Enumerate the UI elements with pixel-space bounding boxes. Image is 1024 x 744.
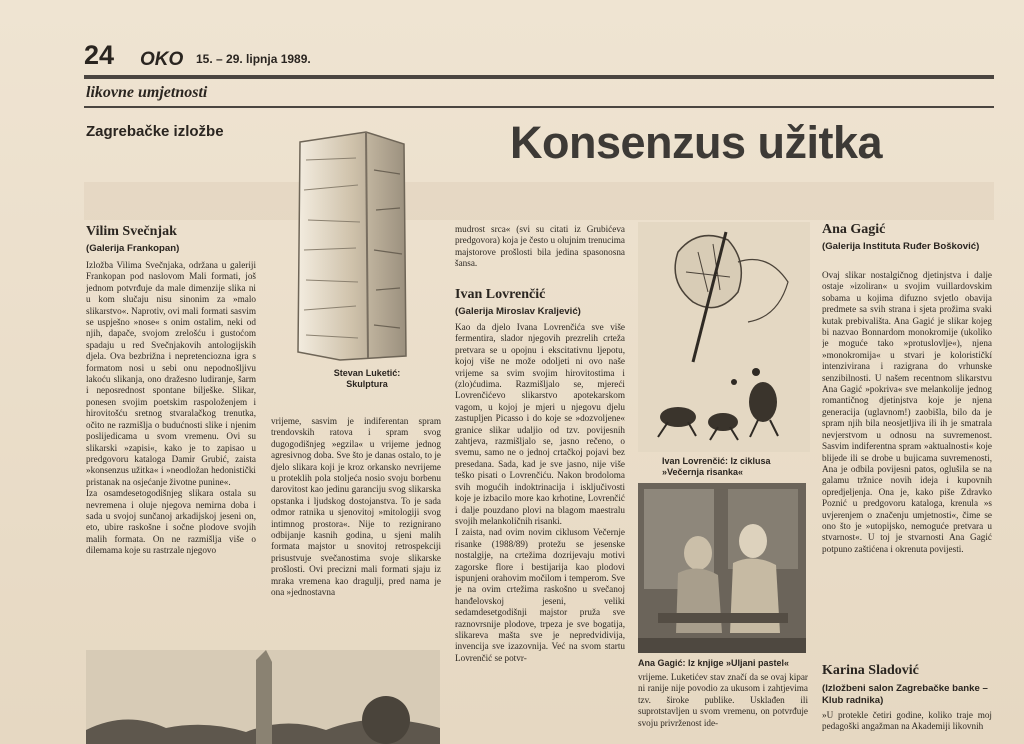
lovrencic-caption: Ivan Lovrenčić: Iz ciklusa »Večernja risanka« (662, 456, 771, 477)
svecnjak-column-3: mudrost srca« (svi su citati iz Grubićeva predgovora) koja je često u olujnim trenucima majstorove prošlosti bila jedina spasonosna šansa. (455, 224, 625, 269)
lovrencic-title: Ivan Lovrenčić (455, 287, 546, 302)
svecnjak-column-2: vrijeme, sasvim je indiferentan spram trendovskih ratova i spram svog dugogodišnjeg »egzila« u vrijeme jednog agresivnog doba. Sve što je danas ostalo, to je djelo slikara koji je kroz orkansko nevrijeme u proteklih pola stoljeća nosio svoju borbenu darovitost kao jedinu garanciju svog slikarska opstanka i ljudskog dostojanstva. To je sada odmor ratnika u sjenovitoj »mitologiji svog intimnog prostora«. Nije to rezignirano odbijanje kasnih godina, u sjeni malih formata majstor u snovitoj retrospekciji prisustvuje svečanostima svoje slikarske prošlosti. Ovi precizni mali formati sjaju iz mraka vremena kao dragulji, pred nama je ona »jednostavna (271, 416, 441, 598)
gagic-painting (638, 483, 806, 653)
issue-date: 15. – 29. lipnja 1989. (196, 52, 311, 66)
sladovic-body: »U protekle četiri godine, koliko traje moj pedagoški angažman na Akademiji likovnih (822, 710, 992, 732)
title-background (84, 182, 994, 220)
bottom-photo (86, 650, 440, 744)
gagic-title: Ana Gagić (822, 222, 886, 237)
sladovic-title: Karina Sladović (822, 663, 919, 678)
lovrencic-gallery: (Galerija Miroslav Kraljević) (455, 306, 581, 317)
page-header (84, 40, 994, 74)
gagic-body: Ovaj slikar nostalgičnog djetinjstva i dalje ostaje »izoliran« u svojim vuillardovskim sobama u kojima difuzno svjetlo obavija predmete sa svih strana i sjeta prožima svaki kutak prebivališta. Ana Gagić je slikar kojeg bi nazvao Bonnardom monokromije (ukoliko je moguće tako »protuslovlje«), njena »monokromija« u stvari je kolorističkí intenzivirana i razigrana do vrhunske senzibilnosti. U našem recentnom slikarstvu Ana Gagić »pokriva« sve melankolije jednog romantičnog djetinjstva koje je njena generacija (uglavnom!) zaobišla, bilo da je spram njih bila neosjetljiva ili ih je smatrala nevjerstvom u odnosu na suvremenost. Sasvim indiferentna spram »aktualnosti« koje blijede ili se drobe u bujicama suvremenosti, Ana je odbila povijesni patos, oglušila se na galamu tržnice novih ideja i kupovnih opredjeljenja. Ona je, kako piše Zdravko Poznić u predgovoru kataloga, krenula »s uvjerenjem o značenju umjetnosti«, čime se ono što je »utopijsko, nemoguće pretvara u stvarnost«. U toj je stvarnosti Ana Gagić potpuno zaštićena i okrenuta povijesti. (822, 270, 992, 554)
sculpture-caption: Stevan Luketić: Skulptura (333, 368, 401, 389)
svecnjak-gallery: (Galerija Frankopan) (86, 243, 180, 254)
luketic-fragment: vrijeme. Luketićev stav značí da se ovaj kipar ni ranije nije povodio za ukusom i zahtjevima tzv. široke publike. Usklađen ili suprotstavljen u svom vremenu, on potvrđuje svoju privrženost ide- (638, 672, 808, 728)
lovrencic-drawing (638, 222, 810, 452)
gagic-caption: Ana Gagić: Iz knjige »Uljani pastel« (638, 658, 790, 668)
svecnjak-column-1: Izložba Vilima Svečnjaka, održana u galeriji Frankopan pod naslovom Mali formati, još jednom potvrđuje da male dimenzije slika ni u kom slučaju nisu sinonim za »malo slikarstvo«. Naprotiv, ovi mali formati sasvim se uspješno »nose« s onim ostalim, neki od njih, dapače, svojom zrelošću i gustoćom spadaju u red Svečnjakovih antologijskih djela. Ova bezbrižna i nepretenciozna igra s formatom nosi u sebi onu nepodnošljivu lakoću slikanja, ono dražesno ludiranje, šarm i neposrednost spontane bilješke. Slikar, ponesen svojim poetskim raspoloženjem i hirovitošću sretnog stvaralačkog trenutka, očito ne razmišlja o budućnosti slike i njenim poslijedicama u svom vremenu. Ovi su slikarski »zapisi«, kako je to zapisao u predgovoru kataloga Damir Grubić, zaista »konsenzus užitka« i »neodložan hedonistički pristanak na osjećanje životne punine«. Iza osamdesetogodišnjeg slikara ostala su nevremena i oluje njegova nemirna doba i sada u svojoj sunčanoj arkadijskoj jeseni on, eto, ubire raskošne i sočne plodove svojih malih formata. On ne razmišlja više o dilemama koje su rastrzale njegovo (86, 260, 256, 556)
svecnjak-title: Vilim Svečnjak (86, 224, 177, 239)
page-number: 24 (84, 40, 115, 70)
section-rule (84, 106, 994, 108)
brand-name: OKO (140, 49, 184, 70)
sculpture-image (296, 130, 408, 362)
headline: Konsenzus užitka (510, 117, 883, 168)
kicker: Zagrebačke izložbe (86, 123, 224, 140)
sladovic-gallery: (Izložbeni salon Zagrebačke banke – Klub radnika) (822, 683, 988, 706)
lovrencic-body: Kao da djelo Ivana Lovrenčića sve više fermentira, slador njegovih prezrelih crteža pretvara se u opojnu i ekscitativnu ljepotu, kojoj više ne može odoljeti ni ovo naše vrijeme sa svim svojim hirovitostima i (zlo)ćudima. Razmišljalo se, mjereći Lovrenčićevo slikarstvo apotekarskom vagom, u kojoj je mjeri u njegovu djelu zastupljen Picasso i do koje se »dozvoljene« granice slikar udaljio od tzv. povijesnih zahtjeva, razmišljalo se, jasno rečeno, o svemu, samo ne o jednoj crtačkoj pojavi bez presedana. Sada, kad je sve jasno, nije više teško pisati o Lovrenčiću. Nakon brodoloma svih mogućih indoktrinacija i isključivosti koje je izbacilo more kao krhotine, Lovrenčić i dalje pouzdano plovi na blagom maestralu svojih melankoličnih risanki. I zaista, nad ovim novim ciklusom Večernje risanke (1988/89) protežu se jesenske nostalgije, na crtežima dozrijevaju motivi zagorske flore i bestijarija kao plodovi ispunjeni orahovim močilom i temperom. Sve je na ovim crtežima raskošno u svečanoj hanđelovskoj jeseni, veliki sedamdesetgodišnji majstor pruža sve raznovrsnije plodove, trpeza je sve bogatija, slikareva mašta sve je nepredvidivija, invencija sve izazovnija. Već na svom startu Lovrenčić se potvr- (455, 322, 625, 663)
section-title: likovne umjetnosti (86, 84, 208, 101)
gagic-gallery: (Galerija Instituta Ruđer Bošković) (822, 241, 980, 252)
header-rule (84, 75, 994, 79)
